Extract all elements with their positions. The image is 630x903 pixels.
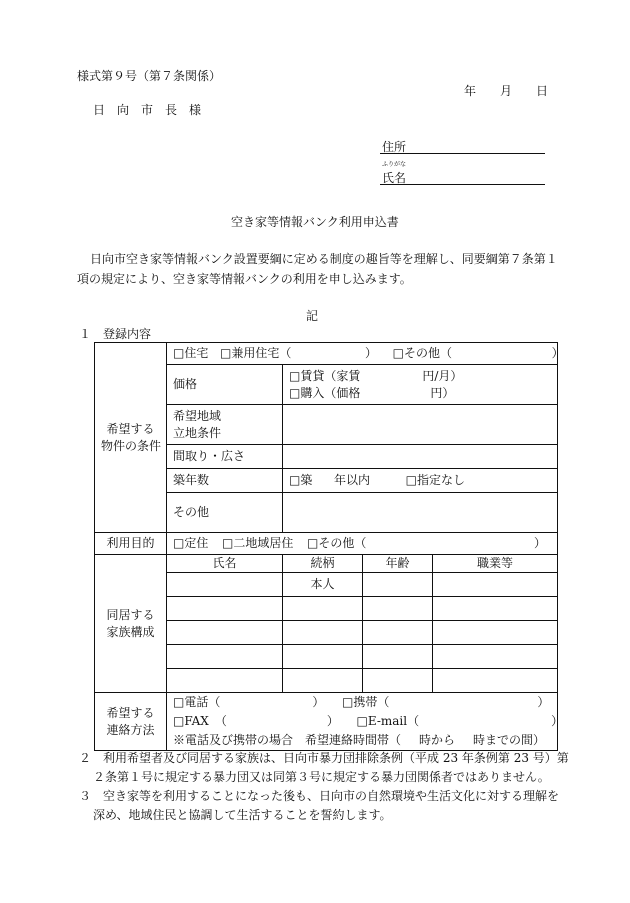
mixed-housing-checkbox[interactable]: □兼用住宅（ (220, 346, 292, 361)
area-label-2: 立地条件 (173, 425, 222, 440)
mobile-close: ） (537, 695, 550, 709)
price-label: 価格 (167, 365, 283, 405)
mixed-housing-close: ） (365, 346, 378, 361)
rent-checkbox[interactable]: □賃貸（家賃 (289, 368, 361, 383)
document-title: 空き家等情報バンク利用申込書 (231, 215, 399, 229)
purpose-label: 利用目的 (95, 533, 167, 555)
intro-line-1: 日向市空き家等情報バンク設置要綱に定める制度の趣旨等を理解し、同要綱第７条第１ (90, 252, 558, 266)
email-checkbox[interactable]: □E-mail（ (356, 714, 420, 728)
family-label-line2: 家族構成 (106, 624, 155, 639)
layout-label: 間取り・広さ (167, 445, 283, 469)
purpose-other-close: ） (534, 536, 547, 551)
contact-label-cell (95, 693, 167, 751)
family-name-cell[interactable] (167, 573, 283, 597)
contact-options (167, 693, 564, 751)
form-number: 様式第９号（第７条関係） (77, 69, 222, 83)
section-1-heading: １ 登録内容 (79, 327, 152, 341)
fax-checkbox[interactable]: □FAX （ (173, 714, 227, 728)
price-options (283, 365, 558, 405)
dual-residence-checkbox[interactable]: □二地域居住 (222, 536, 294, 551)
family-age-cell[interactable] (363, 621, 433, 645)
furigana-label: ふりがな (382, 161, 407, 168)
family-header-name: 氏名 (167, 555, 283, 573)
family-header-age: 年齢 (363, 555, 433, 573)
date-year: 年 (464, 84, 477, 98)
conditions-label-line1: 希望する (106, 421, 155, 436)
other-conditions-label: その他 (167, 493, 283, 533)
family-age-cell[interactable] (363, 597, 433, 621)
family-name-cell[interactable] (167, 645, 283, 669)
phone-close: ） (312, 695, 325, 709)
type-other-close: ） (551, 346, 564, 361)
type-row (167, 343, 564, 365)
family-name-cell[interactable] (167, 597, 283, 621)
age-checkbox[interactable]: □築 (289, 473, 313, 488)
purpose-other-checkbox[interactable]: □その他（ (307, 536, 367, 551)
name-label: 氏名 (382, 171, 407, 185)
intro-line-2: 項の規定により、空き家等情報バンクの利用を申し込みます。 (77, 272, 412, 286)
area-label-cell (167, 405, 283, 445)
date-month: 月 (500, 84, 513, 98)
mobile-checkbox[interactable]: □携帯（ (342, 695, 390, 709)
type-other-checkbox[interactable]: □その他（ (392, 346, 453, 361)
contact-time-note: ※電話及び携帯の場合 希望連絡時間帯（ (173, 733, 402, 747)
address-label: 住所 (382, 140, 407, 154)
family-occupation-cell[interactable] (433, 597, 558, 621)
addressee: 日 向 市 長 様 (93, 103, 202, 117)
layout-input[interactable] (283, 445, 558, 469)
family-occupation-cell[interactable] (433, 573, 558, 597)
item-3-line-1: ３ 空き家等を利用することになった後も、日向市の自然環境や生活文化に対する理解を (79, 789, 560, 803)
age-none-checkbox[interactable]: □指定なし (405, 473, 466, 488)
family-relation-self: 本人 (283, 573, 363, 597)
family-occupation-cell[interactable] (433, 621, 558, 645)
family-name-cell[interactable] (167, 669, 283, 693)
age-options (283, 469, 558, 493)
family-label-line1: 同居する (106, 607, 155, 622)
item-2-line-2: ２条第１号に規定する暴力団又は同第３号に規定する暴力団関係者ではありません。 (93, 770, 550, 784)
address-line (380, 153, 545, 154)
item-3-line-2: 深め、地域住民と協調して生活することを誓約します。 (93, 808, 392, 822)
ki-mark: 記 (306, 309, 319, 323)
phone-checkbox[interactable]: □電話（ (173, 695, 221, 709)
registration-table (94, 342, 564, 751)
family-name-cell[interactable] (167, 621, 283, 645)
family-relation-cell[interactable] (283, 597, 363, 621)
area-input[interactable] (283, 405, 558, 445)
contact-label-line2: 連絡方法 (106, 722, 155, 737)
conditions-label-cell (95, 343, 167, 533)
family-header-relation: 続柄 (283, 555, 363, 573)
family-age-cell[interactable] (363, 669, 433, 693)
age-suffix: 年以内 (334, 473, 371, 488)
fax-close: ） (326, 714, 339, 728)
area-label-1: 希望地域 (173, 408, 222, 423)
family-occupation-cell[interactable] (433, 669, 558, 693)
family-occupation-cell[interactable] (433, 645, 558, 669)
contact-time-from: 時から (419, 733, 456, 747)
name-line (380, 184, 545, 185)
family-age-cell[interactable] (363, 645, 433, 669)
purpose-options (167, 533, 558, 555)
settle-checkbox[interactable]: □定住 (173, 536, 209, 551)
rent-close: 円/月） (422, 368, 463, 383)
contact-time-to: 時までの間） (473, 733, 546, 747)
age-label: 築年数 (167, 469, 283, 493)
family-label-cell (95, 555, 167, 693)
housing-checkbox[interactable]: □住宅 (173, 346, 209, 361)
email-close: ） (551, 714, 564, 728)
family-relation-cell[interactable] (283, 669, 363, 693)
date-day: 日 (536, 84, 549, 98)
other-conditions-input[interactable] (283, 493, 558, 533)
contact-label-line1: 希望する (106, 705, 155, 720)
item-2-line-1: ２ 利用希望者及び同居する家族は、日向市暴力団排除条例（平成 23 年条例第 23 号）第 (79, 751, 569, 765)
conditions-label-line2: 物件の条件 (101, 438, 162, 453)
family-header-occupation: 職業等 (433, 555, 558, 573)
family-age-cell[interactable] (363, 573, 433, 597)
buy-checkbox[interactable]: □購入（価格 (289, 385, 361, 400)
buy-close: 円） (430, 385, 455, 400)
family-relation-cell[interactable] (283, 645, 363, 669)
family-relation-cell[interactable] (283, 621, 363, 645)
